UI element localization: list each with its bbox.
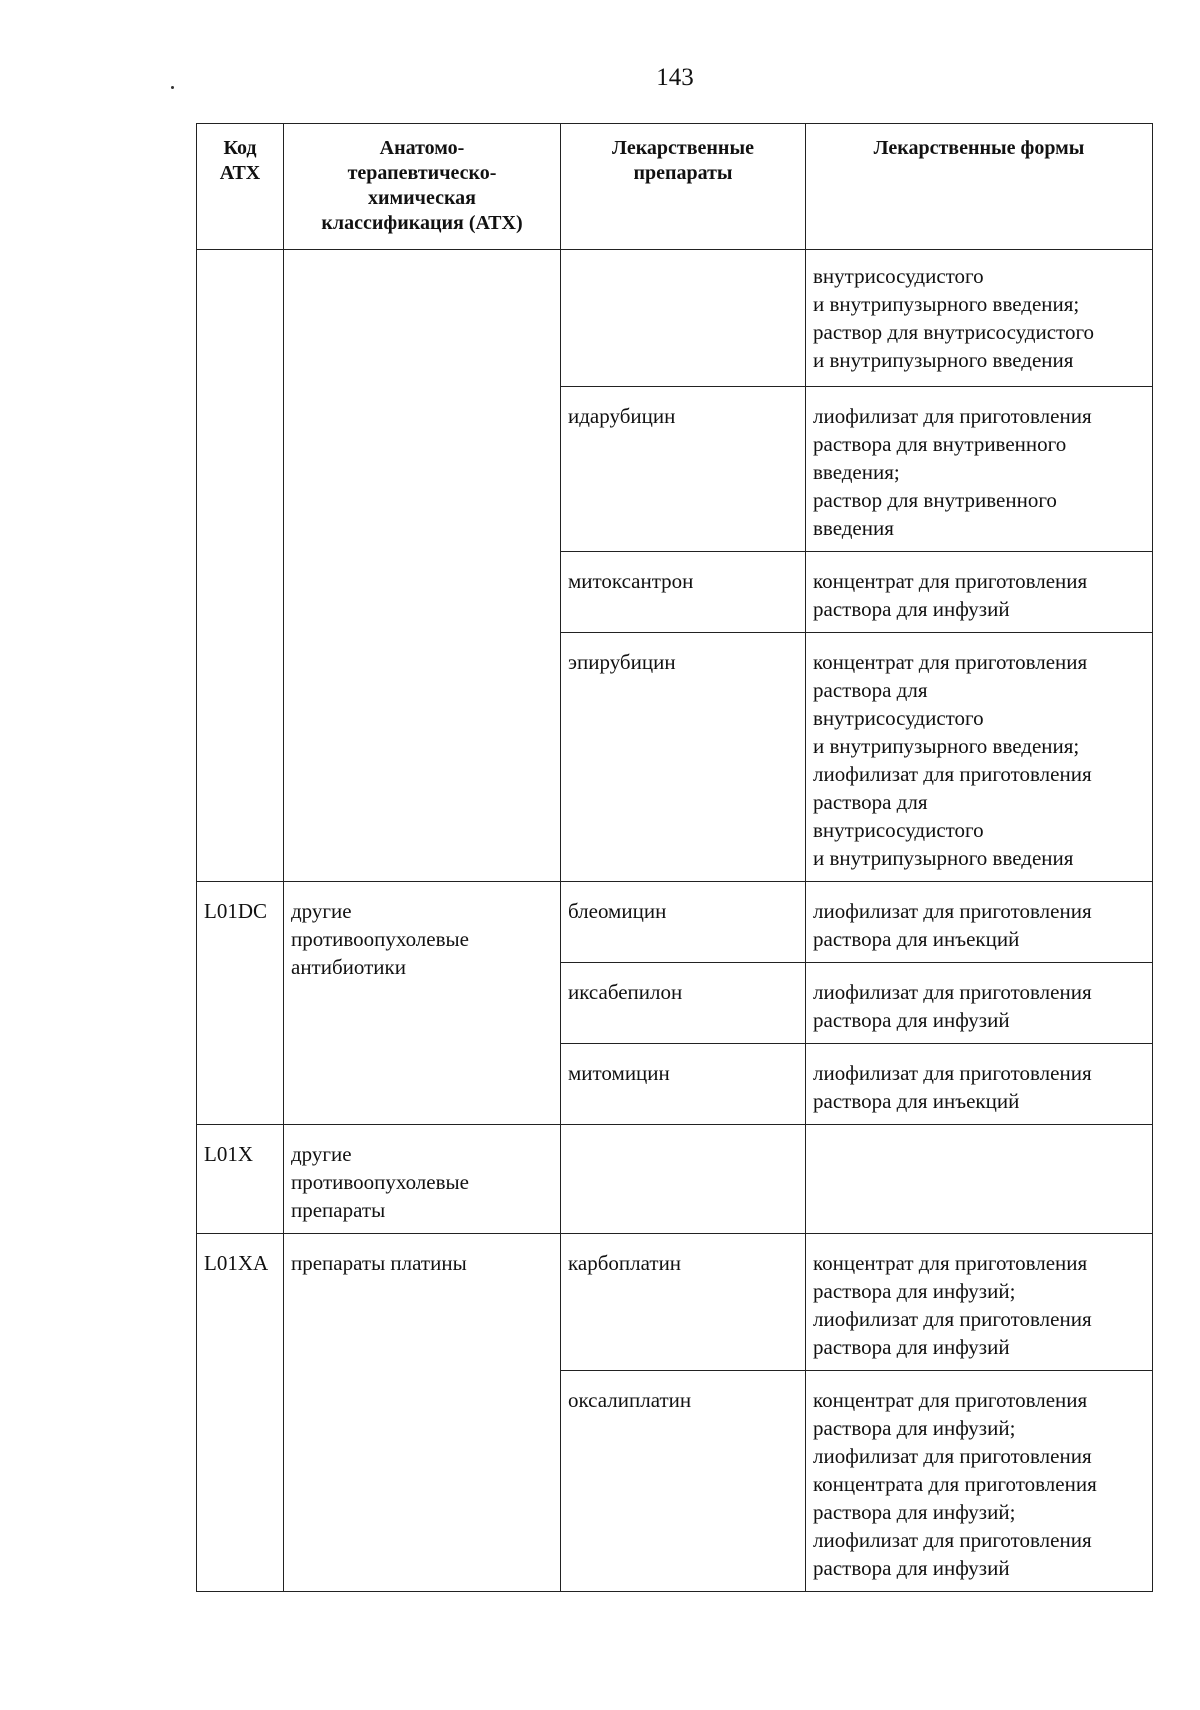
- form-line: раствора для внутривенного: [813, 432, 1067, 456]
- cell-drug: карбоплатин: [561, 1234, 806, 1371]
- cell-drug: идарубицин: [561, 387, 806, 552]
- scan-speck: [171, 86, 174, 89]
- cell-atc-code: L01XA: [197, 1234, 284, 1592]
- cell-atc-code: [197, 250, 284, 882]
- form-line: лиофилизат для приготовления: [813, 404, 1092, 428]
- class-line: противоопухолевые: [291, 927, 469, 951]
- form-line: внутрисосудистого: [813, 706, 984, 730]
- table-row: [197, 882, 1153, 963]
- form-line: лиофилизат для приготовления: [813, 1061, 1092, 1085]
- cell-drug: иксабепилон: [561, 963, 806, 1044]
- form-line: раствора для инфузий: [813, 1556, 1010, 1580]
- form-line: раствора для инфузий: [813, 1335, 1010, 1359]
- cell-drug: митоксантрон: [561, 552, 806, 633]
- form-line: концентрат для приготовления: [813, 569, 1088, 593]
- form-line: введения: [813, 516, 894, 540]
- class-line: другие: [291, 1142, 352, 1166]
- cell-dosage-forms: [806, 387, 1153, 552]
- header-drugs: [561, 124, 806, 250]
- class-line: препараты: [291, 1198, 386, 1222]
- cell-dosage-forms: [806, 1044, 1153, 1125]
- class-line: противоопухолевые: [291, 1170, 469, 1194]
- cell-dosage-forms: [806, 552, 1153, 633]
- form-line: и внутрипузырного введения;: [813, 734, 1080, 758]
- header-line: Лекарственные: [612, 137, 754, 159]
- table-row: [197, 1234, 1153, 1371]
- form-line: раствора для инфузий;: [813, 1416, 1016, 1440]
- table-row: [197, 1125, 1153, 1234]
- form-line: и внутрипузырного введения;: [813, 292, 1080, 316]
- form-line: концентрат для приготовления: [813, 1388, 1088, 1412]
- cell-drug: [561, 1125, 806, 1234]
- form-line: концентрата для приготовления: [813, 1472, 1097, 1496]
- form-line: внутрисосудистого: [813, 818, 984, 842]
- form-line: раствор для внутрисосудистого: [813, 320, 1095, 344]
- form-line: раствора для инфузий: [813, 597, 1010, 621]
- form-line: раствора для инфузий;: [813, 1500, 1016, 1524]
- cell-dosage-forms: [806, 1234, 1153, 1371]
- form-line: концентрат для приготовления: [813, 1251, 1088, 1275]
- form-line: раствора для инъекций: [813, 1089, 1020, 1113]
- cell-atc-code: L01DC: [197, 882, 284, 1125]
- cell-dosage-forms: [806, 1125, 1153, 1234]
- cell-dosage-forms: [806, 882, 1153, 963]
- form-line: раствора для инфузий: [813, 1008, 1010, 1032]
- class-line: препараты платины: [291, 1251, 467, 1275]
- form-line: лиофилизат для приготовления: [813, 762, 1092, 786]
- cell-dosage-forms: [806, 1371, 1153, 1592]
- header-row: [197, 124, 1153, 250]
- cell-atc-class: [284, 250, 561, 882]
- cell-drug: митомицин: [561, 1044, 806, 1125]
- cell-atc-class: [284, 1234, 561, 1592]
- page-number: 143: [656, 64, 694, 91]
- form-line: лиофилизат для приготовления: [813, 1528, 1092, 1552]
- cell-dosage-forms: [806, 633, 1153, 882]
- cell-drug: [561, 250, 806, 387]
- header-atc-code: [197, 124, 284, 250]
- table-header: [197, 124, 1153, 250]
- cell-drug: оксалиплатин: [561, 1371, 806, 1592]
- form-line: раствора для: [813, 790, 928, 814]
- form-line: и внутрипузырного введения: [813, 846, 1074, 870]
- header-line: классификация (АТХ): [321, 212, 523, 234]
- header-line: Лекарственные формы: [873, 137, 1085, 159]
- cell-dosage-forms: [806, 963, 1153, 1044]
- form-line: раствора для: [813, 678, 928, 702]
- cell-atc-class: [284, 882, 561, 1125]
- form-line: введения;: [813, 460, 900, 484]
- header-dosage-forms: [806, 124, 1153, 250]
- header-line: Анатомо-: [379, 137, 465, 159]
- form-line: лиофилизат для приготовления: [813, 1444, 1092, 1468]
- form-line: и внутрипузырного введения: [813, 348, 1074, 372]
- table-row: [197, 250, 1153, 387]
- atc-drug-table: [196, 123, 1153, 1592]
- header-line: терапевтическо-: [347, 162, 497, 184]
- class-line: другие: [291, 899, 352, 923]
- form-line: внутрисосудистого: [813, 264, 984, 288]
- form-line: раствора для инфузий;: [813, 1279, 1016, 1303]
- class-line: антибиотики: [291, 955, 406, 979]
- cell-dosage-forms: [806, 250, 1153, 387]
- form-line: раствор для внутривенного: [813, 488, 1057, 512]
- header-line: препараты: [633, 162, 733, 184]
- form-line: раствора для инъекций: [813, 927, 1020, 951]
- form-line: лиофилизат для приготовления: [813, 1307, 1092, 1331]
- header-line: химическая: [368, 187, 476, 209]
- cell-drug: блеомицин: [561, 882, 806, 963]
- cell-drug: эпирубицин: [561, 633, 806, 882]
- cell-atc-class: [284, 1125, 561, 1234]
- header-atc-classification: [284, 124, 561, 250]
- form-line: лиофилизат для приготовления: [813, 980, 1092, 1004]
- cell-atc-code: L01X: [197, 1125, 284, 1234]
- header-line: АТХ: [219, 162, 261, 184]
- form-line: лиофилизат для приготовления: [813, 899, 1092, 923]
- form-line: концентрат для приготовления: [813, 650, 1088, 674]
- table-body: [197, 250, 1153, 1592]
- header-line: Код: [223, 137, 257, 159]
